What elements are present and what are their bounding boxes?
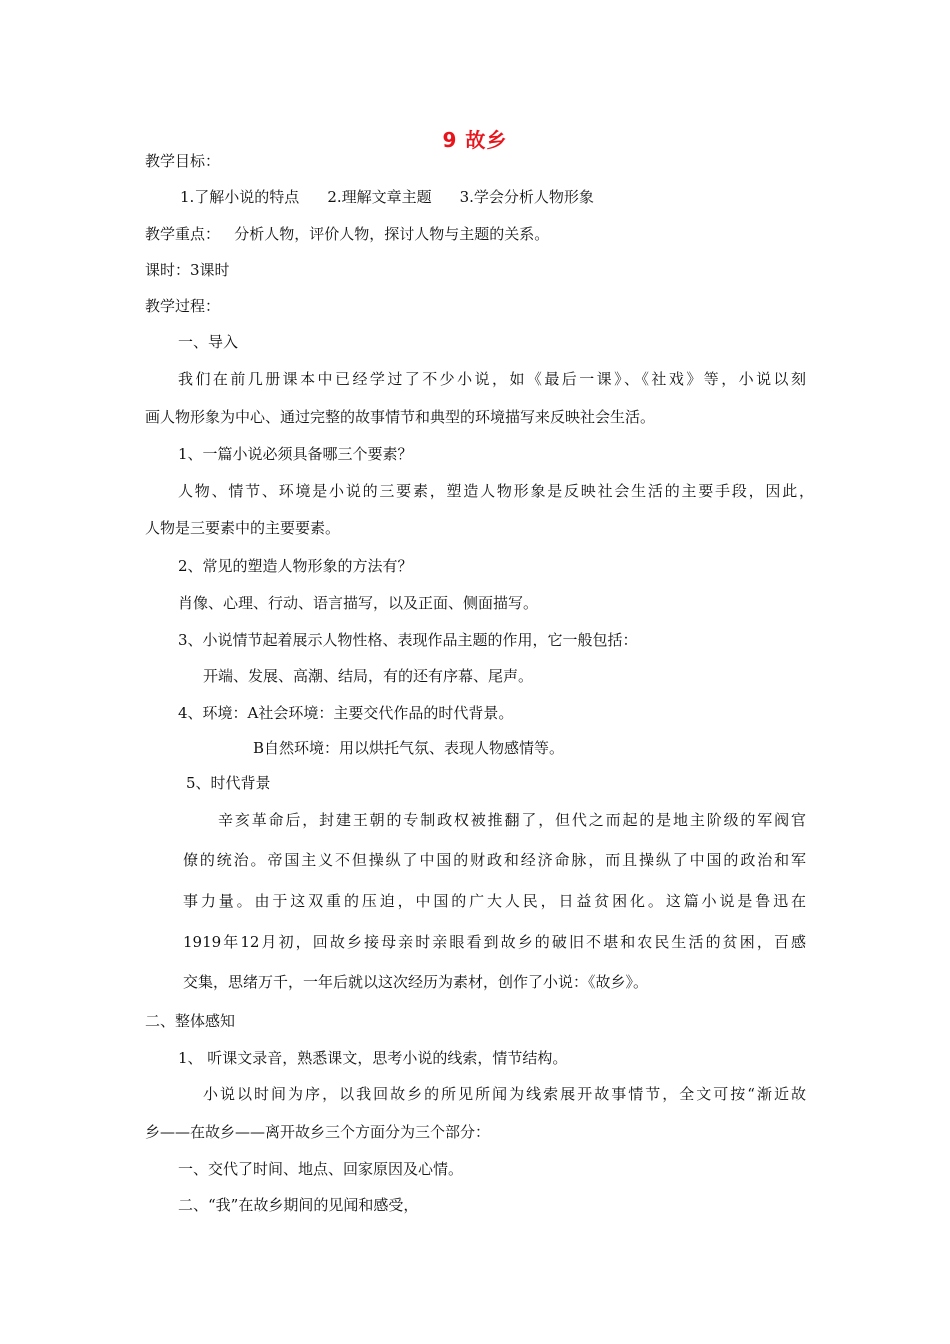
answer-3: 开端、发展、高潮、结局，有的还有序幕、尾声。 [203, 667, 534, 685]
page-title: 9 故乡 [442, 128, 508, 152]
objectives-heading: 教学目标： [145, 152, 221, 170]
part-2: 二、“我”在故乡期间的见闻和感受， [178, 1196, 419, 1214]
question-4: 4、环境：A社会环境：主要交代作品的时代背景。 [178, 704, 514, 722]
overall-paragraph-line: 小说以时间为序，以我回故乡的所见所闻为线索展开故事情节，全文可按“渐近故 [203, 1085, 806, 1103]
periods: 课时：3课时 [145, 261, 230, 279]
question-1: 1、一篇小说必须具备哪三个要素？ [178, 445, 413, 463]
background-line: 辛亥革命后，封建王朝的专制政权被推翻了，但代之而起的是地主阶级的军阀官 [218, 811, 806, 829]
question-5: 5、时代背景 [186, 774, 271, 792]
question-3: 3、小说情节起着展示人物性格、表现作品主题的作用，它一般包括： [178, 631, 638, 649]
part-1: 一、交代了时间、地点、回家原因及心情。 [178, 1160, 464, 1178]
objectives-list [180, 186, 594, 208]
question-2: 2、常见的塑造人物形象的方法有？ [178, 557, 413, 575]
intro-paragraph-line: 我们在前几册课本中已经学过了不少小说，如《最后一课》、《社戏》等，小说以刻 [178, 370, 806, 388]
background-line: 1919年12月初，回故乡接母亲时亲眼看到故乡的破旧不堪和农民生活的贫困，百感 [183, 933, 806, 951]
key-point: 教学重点： 分析人物，评价人物，探讨人物与主题的关系。 [145, 225, 550, 243]
background-line: 僚的统治。帝国主义不但操纵了中国的财政和经济命脉，而且操纵了中国的政治和军 [183, 851, 806, 869]
objective-item: 1.了解小说的特点 [180, 188, 300, 206]
answer-1-line: 人物是三要素中的主要要素。 [145, 519, 341, 537]
answer-2: 肖像、心理、行动、语言描写，以及正面、侧面描写。 [178, 594, 539, 612]
question-4-b: B自然环境：用以烘托气氛、表现人物感情等。 [253, 739, 565, 757]
process-heading: 教学过程： [145, 297, 221, 315]
intro-paragraph-line: 画人物形象为中心、通过完整的故事情节和典型的环境描写来反映社会生活。 [145, 408, 656, 426]
overall-heading: 二、整体感知 [145, 1012, 236, 1030]
objective-item: 3.学会分析人物形象 [459, 188, 594, 206]
intro-heading: 一、导入 [178, 333, 239, 351]
background-line: 交集，思绪万千，一年后就以这次经历为素材，创作了小说：《故乡》。 [183, 973, 649, 991]
objective-item: 2.理解文章主题 [327, 188, 432, 206]
overall-item-1: 1、 听课文录音，熟悉课文，思考小说的线索，情节结构。 [178, 1049, 568, 1067]
answer-1-line: 人物、情节、环境是小说的三要素，塑造人物形象是反映社会生活的主要手段，因此， [178, 482, 814, 500]
background-line: 事力量。由于这双重的压迫，中国的广大人民，日益贫困化。这篇小说是鲁迅在 [183, 892, 806, 910]
overall-paragraph-line: 乡——在故乡——离开故乡三个方面分为三个部分： [145, 1123, 491, 1141]
